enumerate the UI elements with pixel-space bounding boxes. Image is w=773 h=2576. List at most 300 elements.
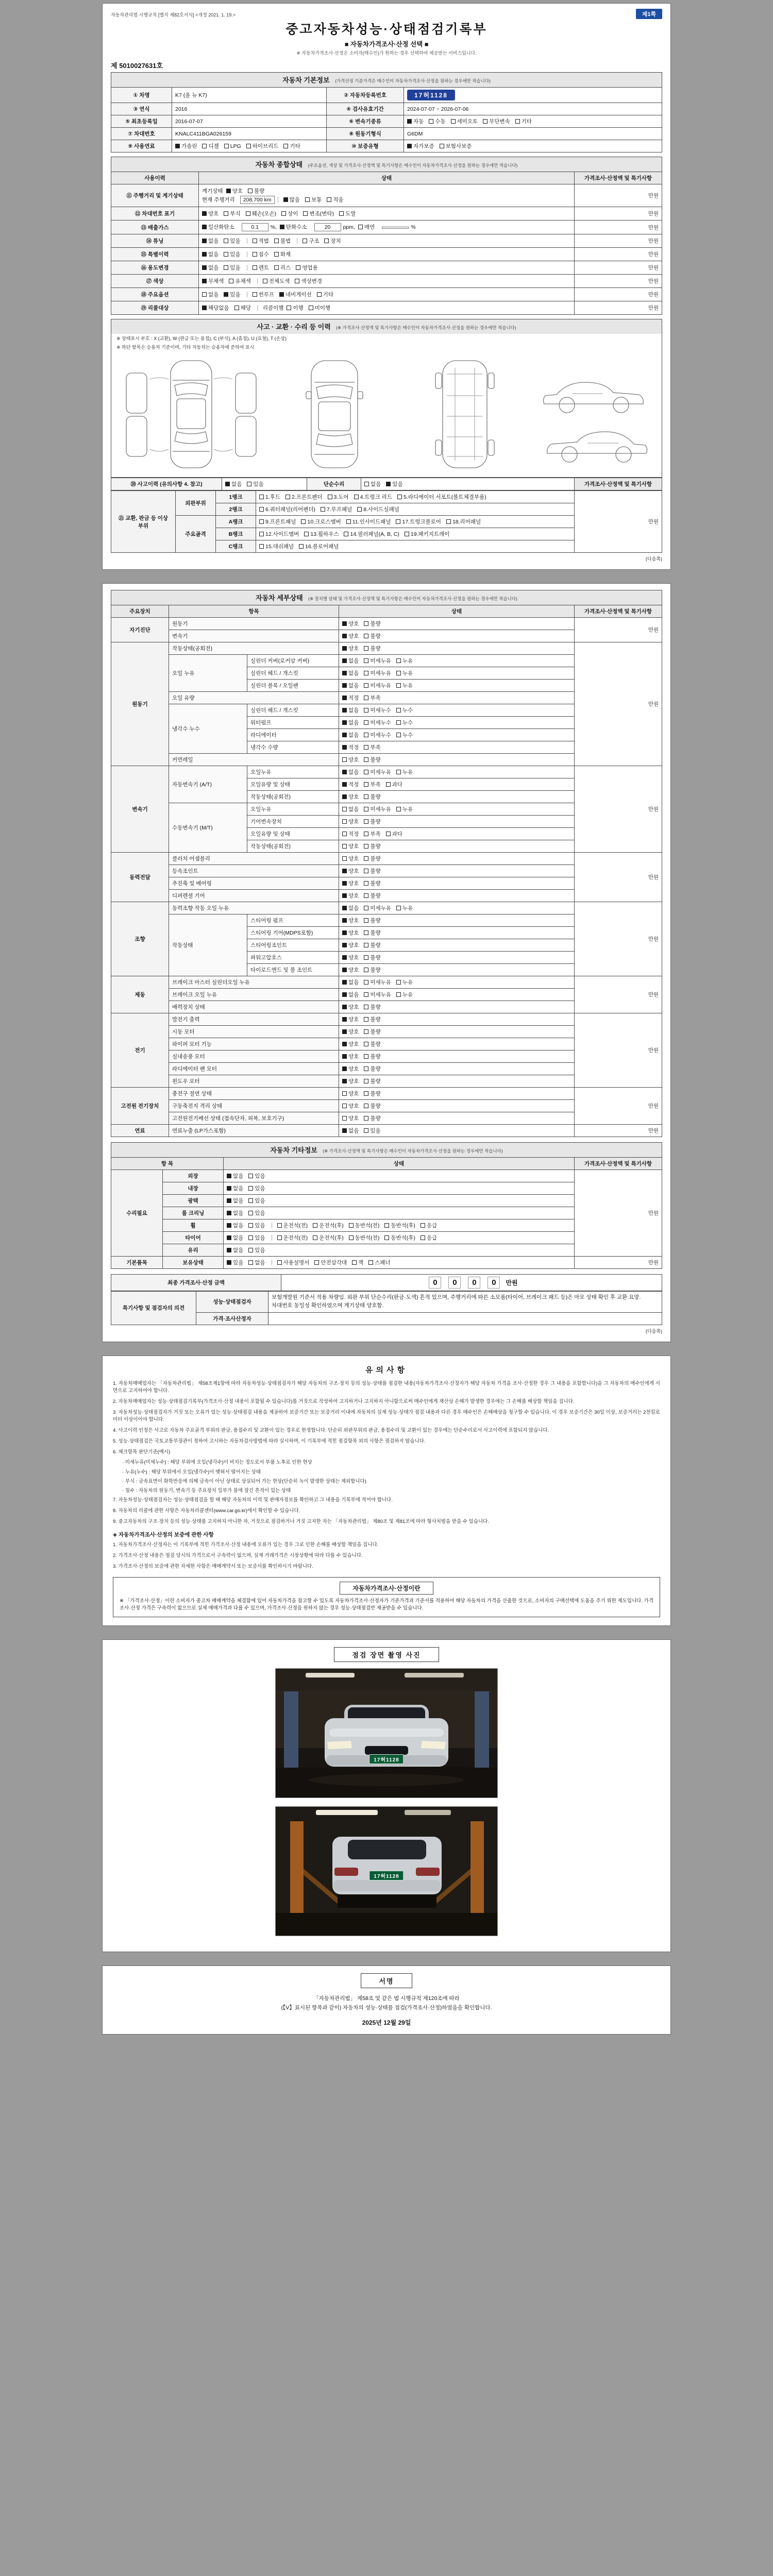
column-header: 가격조사·산정액 및 특기사항 <box>575 1158 662 1170</box>
checkbox-label: 양호 <box>348 856 359 862</box>
checkbox-label: 누수 <box>402 732 413 738</box>
checkbox-option <box>342 1066 359 1072</box>
item-name: 배력장치 상태 <box>169 1001 339 1013</box>
checkbox-option <box>313 1235 344 1241</box>
unchecked-checkbox-icon <box>248 1211 253 1215</box>
unchecked-checkbox-icon <box>364 844 368 849</box>
price-amount-cell: 만원 <box>575 1013 662 1088</box>
checkbox-label: 불량 <box>370 967 381 973</box>
overall-row <box>111 207 662 221</box>
item-name: 디퍼렌셜 기어 <box>169 890 339 902</box>
checkbox-option <box>407 118 424 125</box>
checkbox-option <box>253 265 269 271</box>
price-digit: 0 <box>488 1277 500 1289</box>
item-name: 동력조향 작동 오일 누유 <box>169 902 339 914</box>
checkbox-option <box>429 118 445 125</box>
overall-row <box>111 261 662 275</box>
unchecked-checkbox-icon <box>301 519 306 524</box>
state-cell <box>339 680 575 692</box>
checkbox-label: 불량 <box>370 621 381 627</box>
part-name: 실린더 헤드 / 개스킷 <box>247 667 339 680</box>
checked-checkbox-icon <box>342 696 347 700</box>
price-amount-cell: 만원 <box>575 618 662 642</box>
rank-label: C랭크 <box>216 540 256 553</box>
checkbox-option <box>342 707 359 714</box>
field-value <box>404 115 662 128</box>
record-block-signature <box>102 1965 671 2035</box>
panel-group-label: 외판부위 <box>176 491 216 516</box>
unchecked-checkbox-icon <box>317 292 322 297</box>
checkbox-label: 동반석(전) <box>355 1235 380 1241</box>
checkbox-option <box>227 1210 243 1216</box>
unchecked-checkbox-icon <box>342 757 347 762</box>
checkbox-option <box>342 1004 359 1010</box>
column-header: 항목 <box>169 605 339 618</box>
inspection-photo-front <box>275 1668 498 1798</box>
notes-body <box>111 1380 662 1618</box>
part-name: 오일유량 및 상태 <box>247 778 339 791</box>
checkbox-label: 4.트렁크 리드 <box>360 494 392 500</box>
field-label: ⑧ 원동기형식 <box>327 128 404 140</box>
checkbox-label: 과다 <box>392 831 402 837</box>
overall-row <box>111 275 662 288</box>
other-item-label: 내장 <box>163 1182 224 1195</box>
unchecked-checkbox-icon <box>364 696 368 700</box>
basic-info-row <box>111 115 662 128</box>
checkbox-option <box>224 251 240 258</box>
checkbox-label: 없음 <box>348 732 359 738</box>
checked-checkbox-icon <box>342 1066 347 1071</box>
overall-row <box>111 221 662 234</box>
checkbox-option <box>175 143 197 149</box>
checkbox-option <box>384 1223 415 1229</box>
checkbox-option <box>364 1004 380 1010</box>
item-name: 오일 누유 <box>169 655 247 692</box>
unchecked-checkbox-icon <box>349 1223 354 1228</box>
checkbox-option <box>364 481 381 487</box>
price-digit: 0 <box>448 1277 461 1289</box>
guarantee-item: 2. 가격조사·산정 내용은 점검 당시의 가격으로서 구속력이 없으며, 실제 거래가격은 시장상황에 따라 다를 수 있습니다. <box>113 1553 363 1559</box>
checkbox-label: 있음 <box>255 1185 265 1192</box>
item-name: 고전원전기배선 상태 (접속단자, 피복, 보호기구) <box>169 1112 339 1125</box>
checkbox-label: 훼손(오손) <box>251 211 277 217</box>
checkbox-label: 동반석(후) <box>391 1223 415 1229</box>
unchecked-checkbox-icon <box>397 495 402 499</box>
checkbox-option <box>296 265 317 271</box>
field-value <box>404 88 662 103</box>
checkbox-label: 6.쿼터패널(리어펜더) <box>265 506 315 513</box>
checkbox-label: 양호 <box>348 942 359 948</box>
pricing-definition-text: ※ 「가격조사·산정」이란 소비자가 중고차 매매계약을 체결함에 있어 자동차가격을 참고할 수 있도록 자동차가격조사·산정자가 기준가격과 기준서를 적용하여 해당 자동차의 가격을 산출한 것으로, 소비자의 구매선택에 도움을 주기 위한 제도입니다. 가격조사·산정 가격은 구속력이 없으므로 실제 매매가격과 다를 수 있으며, 가격조사·산정을 원하지 않는 경우 성능·상태점검만 제공받을 수 있습니다. <box>120 1598 653 1612</box>
use-history-label: ⑭ 튜닝 <box>111 234 199 248</box>
unchecked-checkbox-icon <box>296 265 300 270</box>
unchecked-checkbox-icon <box>364 634 368 638</box>
basic-info-row <box>111 128 662 140</box>
checkbox-option <box>305 197 322 203</box>
checkbox-label: 누유 <box>402 992 413 998</box>
unchecked-checkbox-icon <box>344 532 348 536</box>
notice-item: 8. 자동차의 리콜에 관한 사항은 자동차리콜센터(www.car.go.kr)에서 확인할 수 있습니다. <box>113 1507 300 1514</box>
checkbox-label: 양호 <box>232 188 243 194</box>
checkbox-label: 누수 <box>402 720 413 726</box>
price-amount-cell: 만원 <box>575 1125 662 1137</box>
exchange-rank-table <box>111 490 662 553</box>
notice-item: 9. 중고자동차의 구조·장치 등의 성능·상태를 고지하지 아니한 자, 거짓으로 점검하거나 거짓 고지한 자는 「자동차관리법」 제80조 및 제81조에 따라 형사처벌을 받을 수 있습니다. <box>113 1518 489 1524</box>
checkbox-option <box>364 1103 380 1109</box>
unchecked-checkbox-icon <box>349 1235 354 1240</box>
checkbox-option <box>358 224 375 230</box>
checkbox-label: 부식 <box>230 211 241 217</box>
checked-checkbox-icon <box>342 1128 347 1133</box>
form-reference: 자동차관리법 시행규칙 [별지 제82호서식] <개정 2021. 1. 19.> <box>111 12 236 18</box>
price-amount-cell: 만원 <box>575 221 662 234</box>
unchecked-checkbox-icon <box>303 239 307 243</box>
checkbox-label: 누수 <box>402 707 413 714</box>
unchecked-checkbox-icon <box>358 225 363 229</box>
column-header: 사용이력 <box>111 172 199 184</box>
checkbox-label: 없음 <box>233 1198 244 1204</box>
state-cell <box>339 828 575 840</box>
checkbox-label: 불량 <box>370 1016 381 1023</box>
checkbox-label: 적정 <box>348 782 359 788</box>
checkbox-option <box>386 481 402 487</box>
car-damage-diagrams <box>111 351 662 478</box>
checkbox-label: 미세누유 <box>370 658 391 664</box>
price-amount-cell: 만원 <box>575 207 662 221</box>
unchecked-checkbox-icon <box>446 519 451 524</box>
state-cell <box>339 741 575 754</box>
unchecked-checkbox-icon <box>248 1174 253 1178</box>
device-name: 연료 <box>111 1125 169 1137</box>
checkbox-option <box>303 238 319 244</box>
state-cell <box>339 890 575 902</box>
checkbox-label: 2.프론트펜더 <box>292 494 323 500</box>
state-cell <box>224 1244 575 1257</box>
use-history-label: ⑬ 배출가스 <box>111 221 199 234</box>
unchecked-checkbox-icon <box>224 239 228 243</box>
checkbox-label: 있음 <box>253 481 264 487</box>
checkbox-option <box>224 143 241 149</box>
price-amount-cell: 만원 <box>575 491 662 553</box>
checked-checkbox-icon <box>342 794 347 799</box>
checkbox-option <box>364 967 380 973</box>
unchecked-checkbox-icon <box>364 658 368 663</box>
checkbox-option <box>364 646 380 652</box>
item-name: 자동변속기 (A/T) <box>169 766 247 803</box>
state-cell <box>339 989 575 1001</box>
checkbox-option <box>342 1054 359 1060</box>
state-cell <box>339 791 575 803</box>
unchecked-checkbox-icon <box>259 507 264 512</box>
checkbox-option <box>396 979 413 986</box>
unchecked-checkbox-icon <box>247 482 251 486</box>
checkbox-option <box>259 506 315 513</box>
field-label: ④ 검사유효기간 <box>327 103 404 115</box>
checkbox-option <box>342 646 359 652</box>
overall-title: 자동차 종합상태 <box>255 161 303 168</box>
checkbox-option <box>364 1066 380 1072</box>
unchecked-checkbox-icon <box>352 1260 357 1265</box>
checkbox-option <box>248 1223 265 1229</box>
checkbox-label: 화재 <box>280 251 291 258</box>
price-digit: 0 <box>429 1277 441 1289</box>
checkbox-option <box>396 905 413 911</box>
checkbox-option <box>357 506 399 513</box>
unchecked-checkbox-icon <box>364 1029 368 1034</box>
cell-text: %, <box>270 224 277 230</box>
part-name: 오일유량 및 상태 <box>247 828 339 840</box>
unchecked-checkbox-icon <box>309 306 313 310</box>
unchecked-checkbox-icon <box>328 495 332 499</box>
checkbox-option <box>342 1103 359 1109</box>
unchecked-checkbox-icon <box>364 832 368 836</box>
unchecked-checkbox-icon <box>364 1128 368 1133</box>
price-amount-cell: 만원 <box>575 275 662 288</box>
checkbox-label: 없음 <box>348 905 359 911</box>
checkbox-label: 없음 <box>208 292 219 298</box>
section-title-overall <box>111 157 662 172</box>
value-box: 208,700 km <box>240 196 275 204</box>
checkbox-label: 양호 <box>348 930 359 936</box>
checkbox-option <box>342 930 359 936</box>
unchecked-checkbox-icon <box>515 119 520 124</box>
checkbox-label: 양호 <box>348 1054 359 1060</box>
checkbox-label: 미세누유 <box>370 769 391 775</box>
field-label: ⑦ 차대번호 <box>111 128 172 140</box>
guarantee-item: 3. 가격조사·산정의 보증에 관한 자세한 사항은 매매계약서 또는 보증서를 확인하시기 바랍니다. <box>113 1563 313 1569</box>
unchecked-checkbox-icon <box>396 658 401 663</box>
unchecked-checkbox-icon <box>364 770 368 774</box>
checkbox-label: 있음 <box>255 1198 265 1204</box>
unchecked-checkbox-icon <box>313 1235 317 1240</box>
state-cell <box>199 221 575 234</box>
checkbox-label: 있음 <box>230 292 241 298</box>
unchecked-checkbox-icon <box>224 144 229 148</box>
next-page-hint-2: (다음쪽) <box>645 1328 662 1334</box>
checked-checkbox-icon <box>279 292 284 297</box>
detail-row <box>111 1125 662 1137</box>
checkbox-option <box>342 1115 359 1122</box>
checkbox-option <box>227 1173 243 1179</box>
opinion-author-label: 성능·상태점검자 <box>196 1292 268 1313</box>
checkbox-option <box>247 481 263 487</box>
price-amount-cell: 만원 <box>575 288 662 301</box>
checkbox-label: 양호 <box>348 880 359 887</box>
checkbox-option <box>342 856 359 862</box>
unchecked-checkbox-icon <box>253 292 257 297</box>
other-info-table <box>111 1157 662 1269</box>
document-number-suffix: 호 <box>156 62 163 70</box>
checkbox-option <box>225 481 242 487</box>
checkbox-label: 불량 <box>254 188 265 194</box>
checkbox-label: 불량 <box>370 856 381 862</box>
checkbox-option <box>364 683 391 689</box>
checkbox-label: 적정 <box>348 744 359 751</box>
unchecked-checkbox-icon <box>364 794 368 799</box>
state-cell <box>199 234 575 248</box>
unchecked-checkbox-icon <box>364 869 368 873</box>
checkbox-option <box>277 1223 308 1229</box>
checkbox-label: 5.라디에이터 서포트(볼트체결부품) <box>403 494 486 500</box>
checkbox-label: 누유 <box>402 979 413 986</box>
state-cell <box>339 1125 575 1137</box>
checkbox-option <box>342 695 359 701</box>
checkbox-label: 불량 <box>370 1066 381 1072</box>
checked-checkbox-icon <box>342 671 347 675</box>
use-history-label: ⑫ 차대번호 표기 <box>111 207 199 221</box>
checkbox-option <box>248 188 264 194</box>
state-cell <box>339 704 575 717</box>
price-column-header: 가격조사·산정액 및 특기사항 <box>575 478 662 490</box>
cell-text: 리콜이행 <box>262 305 284 311</box>
checkbox-label: 없음 <box>348 1128 359 1134</box>
unchecked-checkbox-icon <box>253 265 257 270</box>
opinion-author-label: 가격·조사산정자 <box>196 1312 268 1325</box>
checkbox-label: 양호 <box>348 1078 359 1084</box>
checkbox-label: 유채색 <box>235 278 251 284</box>
photo-rear-license-plate: 17허1128 <box>369 1871 404 1880</box>
checkbox-label: 없음 <box>348 658 359 664</box>
checkbox-label: 동반석(전) <box>355 1223 380 1229</box>
item-name: 시동 모터 <box>169 1026 339 1038</box>
state-cell <box>199 207 575 221</box>
field-value <box>404 140 662 152</box>
part-name: 기어변속장치 <box>247 816 339 828</box>
checkbox-label: 없음 <box>348 769 359 775</box>
guarantee-title: ◈ 자동차가격조사·산정의 보증에 관한 사항 <box>113 1532 214 1538</box>
checkbox-label: 적정 <box>348 831 359 837</box>
criteria-item: · 미세누유(미세누수) : 해당 부위에 오일(냉각수)이 비치는 정도로서 부품 노후로 인한 현상 <box>122 1460 312 1466</box>
checked-checkbox-icon <box>227 1223 231 1228</box>
checkbox-option <box>309 305 330 311</box>
unchecked-checkbox-icon <box>364 1079 368 1083</box>
value-box <box>382 227 409 229</box>
state-line <box>202 303 571 312</box>
checkbox-label: 있음 <box>230 265 241 271</box>
checkbox-option <box>364 757 380 763</box>
guarantee-item: 1. 자동차가격조사·산정자는 이 기록부에 적힌 가격조사·산정 내용에 오류가 있는 경우 그로 인한 손해를 배상할 책임을 집니다. <box>113 1542 379 1548</box>
checkbox-label: 세미오토 <box>457 118 478 125</box>
checkbox-option <box>342 893 359 899</box>
record-block-basic <box>102 3 671 570</box>
checkbox-label: LPG <box>230 143 241 149</box>
checkbox-label: 1.후드 <box>265 494 281 500</box>
detail-row <box>111 853 662 865</box>
checkbox-option <box>313 1223 344 1229</box>
checkbox-label: 누유 <box>402 658 413 664</box>
part-name: 냉각수 수량 <box>247 741 339 754</box>
unchecked-checkbox-icon <box>342 819 347 824</box>
use-history-label: ⑲ 리콜대상 <box>111 301 199 315</box>
field-value: 2016-07-07 <box>172 115 327 128</box>
other-header-row <box>111 1158 662 1170</box>
price-amount-cell: 만원 <box>575 1170 662 1257</box>
part-name: 실린더 블록 / 오일팬 <box>247 680 339 692</box>
other-item-label: 외장 <box>163 1170 224 1182</box>
checkbox-option <box>303 211 334 217</box>
checkbox-option <box>396 670 413 676</box>
item-name: 실내송풍 모터 <box>169 1050 339 1063</box>
checkbox-option <box>364 769 391 775</box>
checkbox-label: 매연 <box>364 224 375 230</box>
price-amount-cell: 만원 <box>575 853 662 902</box>
detail-row <box>111 976 662 989</box>
state-cell <box>339 853 575 865</box>
unchecked-checkbox-icon <box>274 265 279 270</box>
checked-checkbox-icon <box>342 968 347 972</box>
cell-text: % <box>411 224 416 230</box>
checkbox-option <box>224 265 240 271</box>
field-label: ① 차명 <box>111 88 172 103</box>
checkbox-label: 누유 <box>402 683 413 689</box>
checkbox-option <box>342 843 359 850</box>
inspection-photo-rear <box>275 1806 498 1936</box>
state-line <box>202 187 571 195</box>
overall-row <box>111 301 662 315</box>
checkbox-label: 없음 <box>348 806 359 812</box>
unchecked-checkbox-icon <box>364 482 369 486</box>
checkbox-label: 양호 <box>348 843 359 850</box>
car-diagram-side-views <box>536 355 654 473</box>
checked-checkbox-icon <box>227 1186 231 1191</box>
checked-checkbox-icon <box>407 144 412 148</box>
unchecked-checkbox-icon <box>253 252 257 257</box>
checked-checkbox-icon <box>227 1198 231 1203</box>
checked-checkbox-icon <box>342 980 347 985</box>
state-line <box>202 223 571 232</box>
checkbox-label: 탄화수소 <box>285 224 307 230</box>
unchecked-checkbox-icon <box>259 519 264 524</box>
state-cell <box>339 1038 575 1050</box>
price-amount-cell: 만원 <box>575 642 662 766</box>
unchecked-checkbox-icon <box>283 144 288 148</box>
column-header: 가격조사·산정액 및 특기사항 <box>575 172 662 184</box>
state-cell <box>339 1001 575 1013</box>
checkbox-option <box>396 658 413 664</box>
state-cell <box>224 1257 575 1269</box>
rank-items-cell <box>256 528 575 540</box>
photo-front-license-plate: 17허1128 <box>369 1754 404 1764</box>
unchecked-checkbox-icon <box>248 1223 253 1228</box>
checkbox-label: 있음 <box>255 1223 265 1229</box>
unchecked-checkbox-icon <box>342 832 347 836</box>
unchecked-checkbox-icon <box>396 906 401 910</box>
field-value: 2024-07-07 ~ 2026-07-06 <box>404 103 662 115</box>
accident-state-legend: ※ 상태표시 부호 : X (교환), W (판금 또는 용접), C (부식), A (흠집), U (요철), T (손상) <box>111 334 662 343</box>
checkbox-label: 운전석(후) <box>319 1223 344 1229</box>
other-item-label: 유리 <box>163 1244 224 1257</box>
unchecked-checkbox-icon <box>364 881 368 886</box>
signature-title: 서명 <box>361 1973 412 1988</box>
use-history-label: ⑱ 주요옵션 <box>111 288 199 301</box>
checkbox-label: 기타 <box>290 143 300 149</box>
unchecked-checkbox-icon <box>248 1235 253 1240</box>
document-title: 중고자동차성능·상태점검기록부 <box>285 22 488 37</box>
checkbox-option <box>342 806 359 812</box>
unchecked-checkbox-icon <box>364 1116 368 1121</box>
unchecked-checkbox-icon <box>364 807 368 811</box>
checkbox-label: 불량 <box>370 794 381 800</box>
photos-title: 점검 장면 촬영 사진 <box>334 1647 439 1662</box>
photo-front-illustration <box>276 1669 497 1798</box>
unchecked-checkbox-icon <box>364 955 368 960</box>
checkbox-option <box>364 843 380 850</box>
state-cell <box>199 275 575 288</box>
unchecked-checkbox-icon <box>396 807 401 811</box>
checkbox-option <box>407 143 434 149</box>
device-name: 변속기 <box>111 766 169 853</box>
checkbox-label: 누유 <box>402 806 413 812</box>
